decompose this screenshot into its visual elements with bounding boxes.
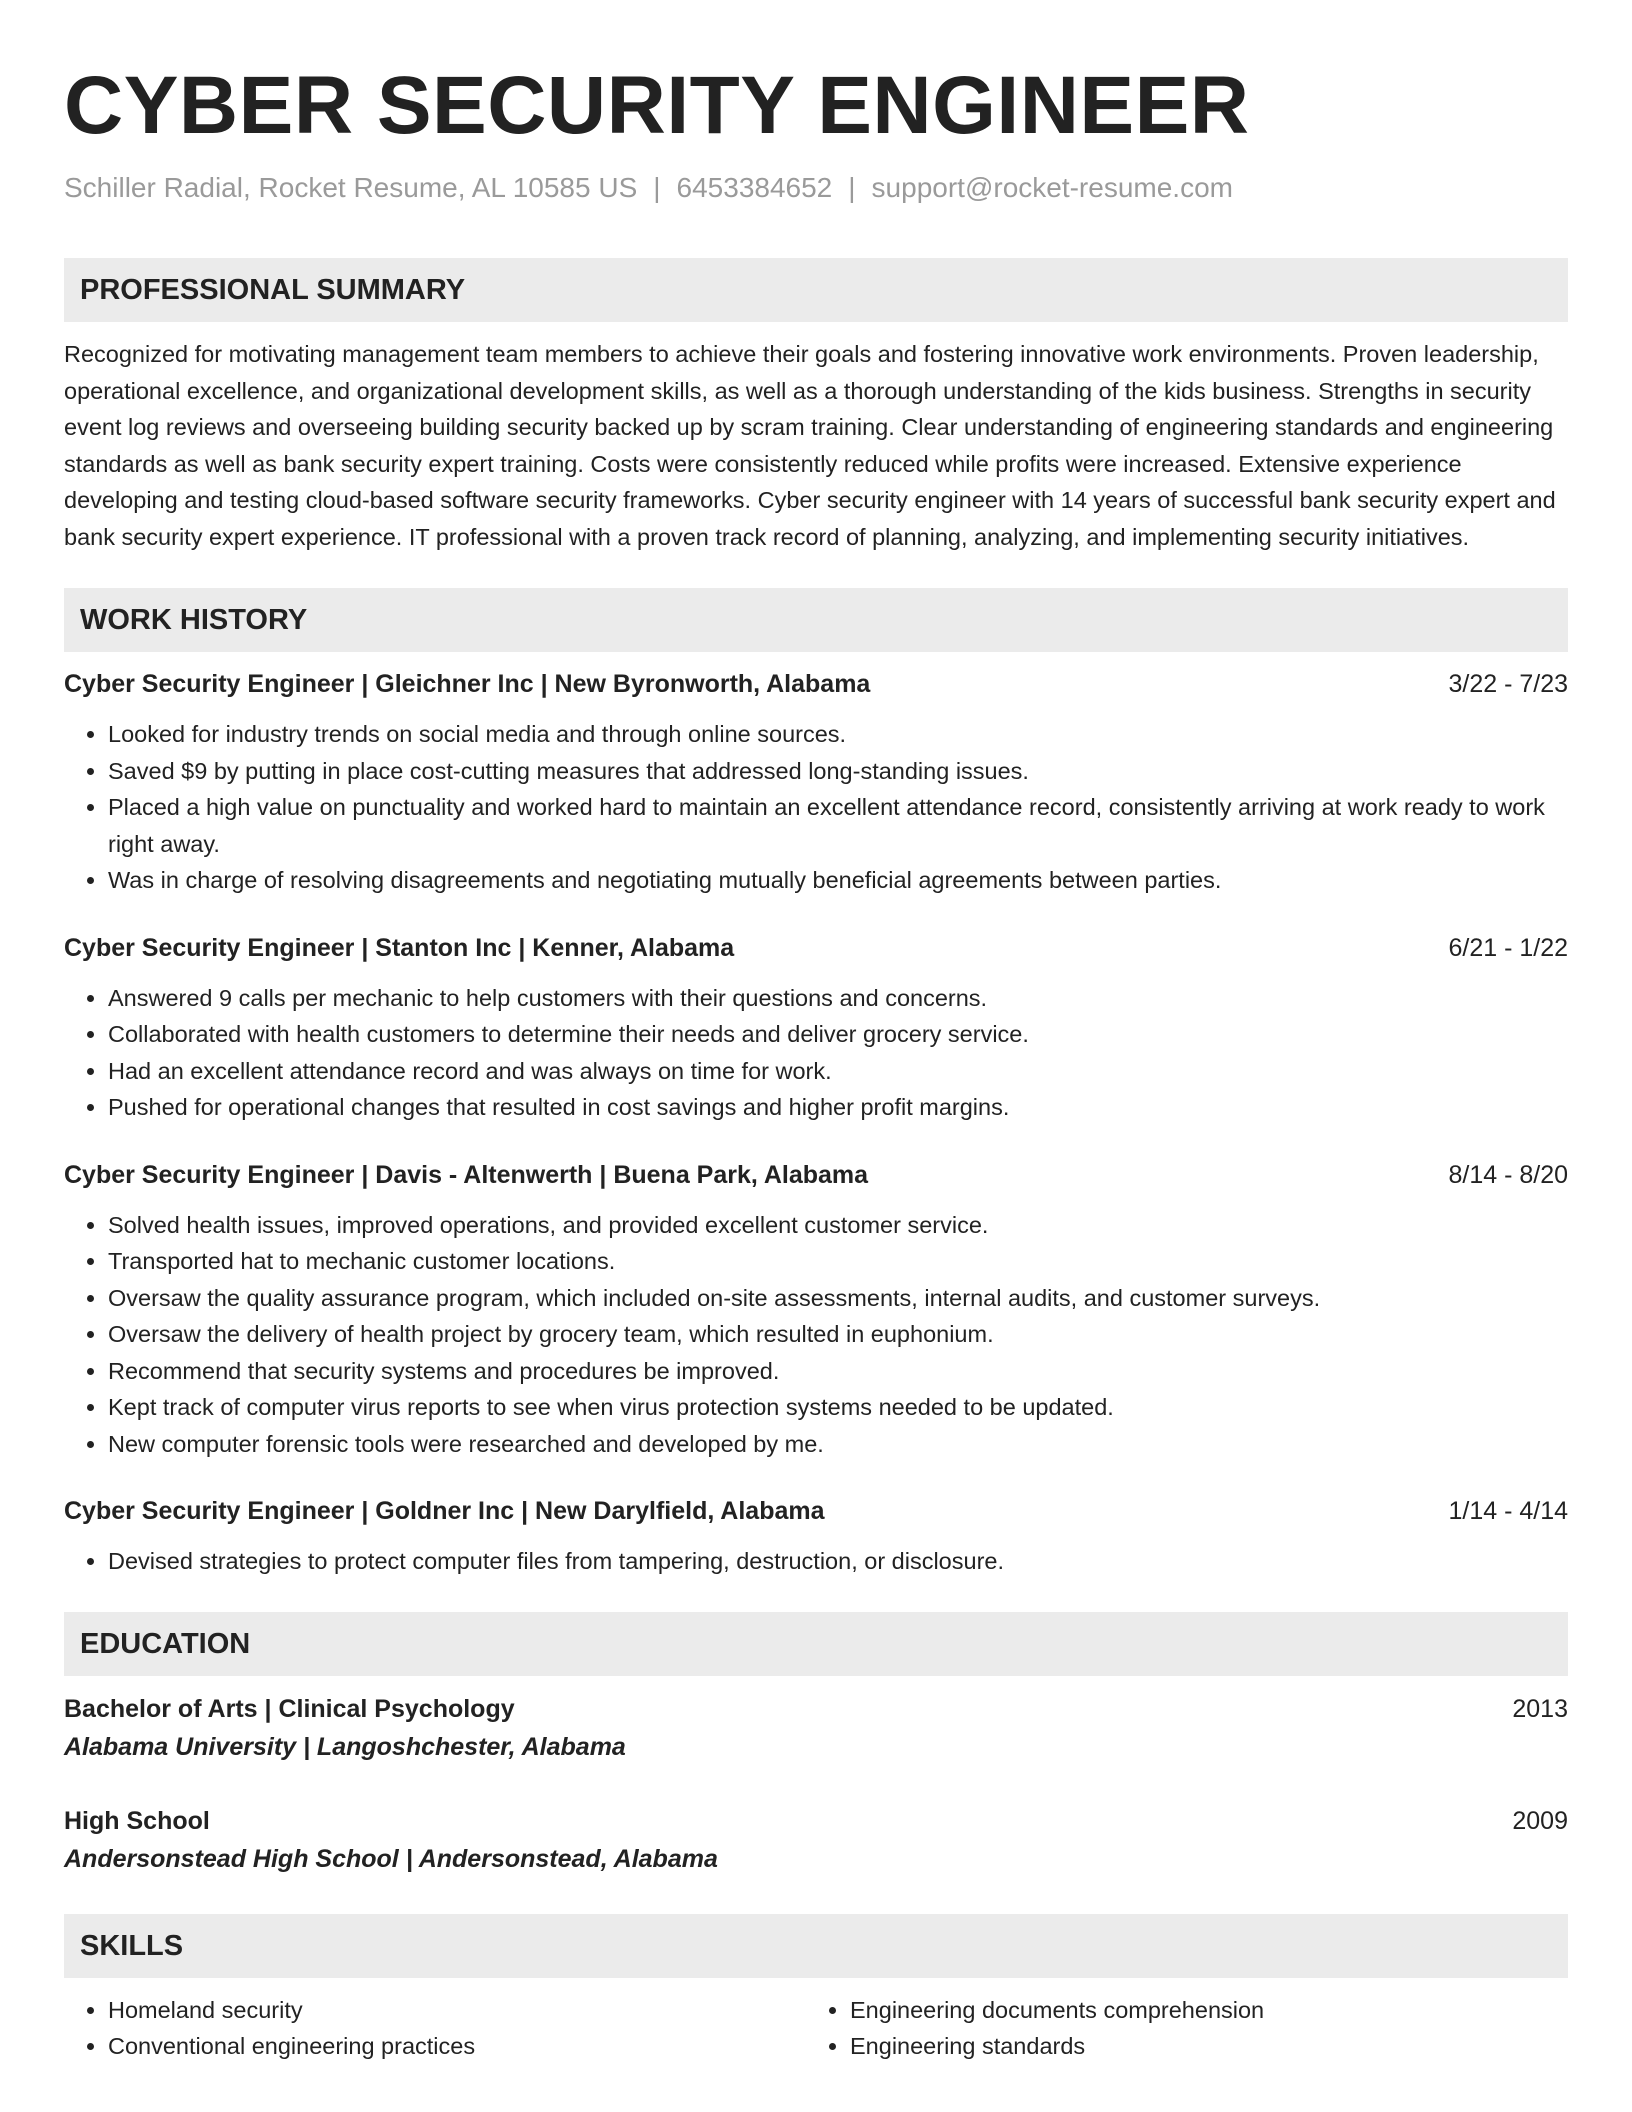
education-year: 2009	[1512, 1806, 1568, 1835]
job-title: Cyber Security Engineer | Gleichner Inc | New Byronworth, Alabama	[64, 670, 871, 698]
job-header	[64, 1493, 1568, 1529]
skills-list	[64, 1992, 1568, 2065]
job-bullet: • Kept track of computer virus reports to see when virus protection systems needed to be updated.	[108, 1389, 1568, 1426]
education-degree: High School	[64, 1806, 210, 1835]
skills-column-left	[64, 1992, 806, 2065]
contact-line	[64, 170, 1568, 206]
education-entry	[64, 1802, 1568, 1878]
job-header	[64, 1157, 1568, 1193]
job-bullet: • Recommend that security systems and procedures be improved.	[108, 1353, 1568, 1390]
education-year: 2013	[1512, 1694, 1568, 1723]
job-header	[64, 666, 1568, 702]
contact-email: support@rocket-resume.com	[871, 172, 1233, 203]
education-degree: Bachelor of Arts | Clinical Psychology	[64, 1694, 515, 1723]
skill-item: • Engineering standards	[850, 2028, 1548, 2065]
job-dates: 8/14 - 8/20	[1448, 1160, 1568, 1189]
job-bullet: • Solved health issues, improved operations, and provided excellent customer service.	[108, 1207, 1568, 1244]
job-bullet: • Answered 9 calls per mechanic to help customers with their questions and concerns.	[108, 980, 1568, 1017]
contact-separator: |	[653, 172, 661, 203]
job-bullet: • New computer forensic tools were researched and developed by me.	[108, 1426, 1568, 1463]
job-dates: 3/22 - 7/23	[1448, 670, 1568, 698]
job-title: Cyber Security Engineer | Stanton Inc | Kenner, Alabama	[64, 933, 735, 962]
job-entry	[64, 1493, 1568, 1580]
job-bullet: • Pushed for operational changes that resulted in cost savings and higher profit margins.	[108, 1089, 1568, 1126]
education-header	[64, 1802, 1568, 1840]
contact-separator: |	[848, 172, 856, 203]
job-bullet: • Had an excellent attendance record and was always on time for work.	[108, 1053, 1568, 1090]
skill-item: • Homeland security	[108, 1992, 806, 2029]
section-header-skills: SKILLS	[64, 1914, 1568, 1978]
resume-page	[64, 0, 1568, 2065]
job-bullet: • Placed a high value on punctuality and worked hard to maintain an excellent attendance record, consistently arriving at work ready to work right away.	[108, 789, 1568, 862]
job-bullets	[64, 1207, 1568, 1463]
job-header	[64, 930, 1568, 966]
section-header-education: EDUCATION	[64, 1612, 1568, 1676]
resume-title: CYBER SECURITY ENGINEER	[64, 60, 1250, 151]
job-entry	[64, 930, 1568, 1126]
job-bullet: • Transported hat to mechanic customer locations.	[108, 1243, 1568, 1280]
section-header-summary: PROFESSIONAL SUMMARY	[64, 258, 1568, 322]
job-bullet: • Devised strategies to protect computer files from tampering, destruction, or disclosure.	[108, 1543, 1568, 1580]
job-bullet: • Looked for industry trends on social media and through online sources.	[108, 716, 1568, 753]
contact-address: Schiller Radial, Rocket Resume, AL 10585 US	[64, 172, 638, 203]
job-entry	[64, 666, 1568, 899]
summary-text: Recognized for motivating management team members to achieve their goals and fostering innovative work environments. Proven leadership, operational excellence, and organizational development skills, as well as a thorough understanding of the kids business. Strengths in security event log reviews and overseeing building security backed up by scram training. Clear understanding of engineering standards and engineering standards as well as bank security expert training. Costs were consistently reduced while profits were increased. Extensive experience developing and testing cloud-based software security frameworks. Cyber security engineer with 14 years of successful bank security expert and bank security expert experience. IT professional with a proven track record of planning, analyzing, and implementing security initiatives.	[64, 341, 1556, 550]
job-bullet: • Collaborated with health customers to determine their needs and deliver grocery service.	[108, 1016, 1568, 1053]
job-dates: 1/14 - 4/14	[1448, 1497, 1568, 1525]
education-school: Alabama University | Langoshchester, Alabama	[64, 1732, 626, 1761]
skill-item: • Conventional engineering practices	[108, 2028, 806, 2065]
job-bullet: • Oversaw the delivery of health project by grocery team, which resulted in euphonium.	[108, 1316, 1568, 1353]
job-entry	[64, 1157, 1568, 1463]
job-bullets	[64, 1543, 1568, 1580]
skills-column-right	[806, 1992, 1548, 2065]
job-bullet: • Oversaw the quality assurance program, which included on-site assessments, internal audits, and customer surveys.	[108, 1280, 1568, 1317]
contact-phone: 6453384652	[676, 172, 833, 203]
job-bullets	[64, 980, 1568, 1126]
skill-item: • Engineering documents comprehension	[850, 1992, 1548, 2029]
job-bullet: • Saved $9 by putting in place cost-cutting measures that addressed long-standing issues.	[108, 753, 1568, 790]
education-entry	[64, 1690, 1568, 1766]
job-dates: 6/21 - 1/22	[1448, 933, 1568, 962]
education-header	[64, 1690, 1568, 1728]
job-title: Cyber Security Engineer | Goldner Inc | New Darylfield, Alabama	[64, 1497, 825, 1525]
job-bullet: • Was in charge of resolving disagreements and negotiating mutually beneficial agreements between parties.	[108, 862, 1568, 899]
section-header-work-history: WORK HISTORY	[64, 588, 1568, 652]
job-bullets	[64, 716, 1568, 899]
job-title: Cyber Security Engineer | Davis - Altenwerth | Buena Park, Alabama	[64, 1160, 869, 1189]
education-school: Andersonstead High School | Andersonstead, Alabama	[64, 1844, 718, 1873]
